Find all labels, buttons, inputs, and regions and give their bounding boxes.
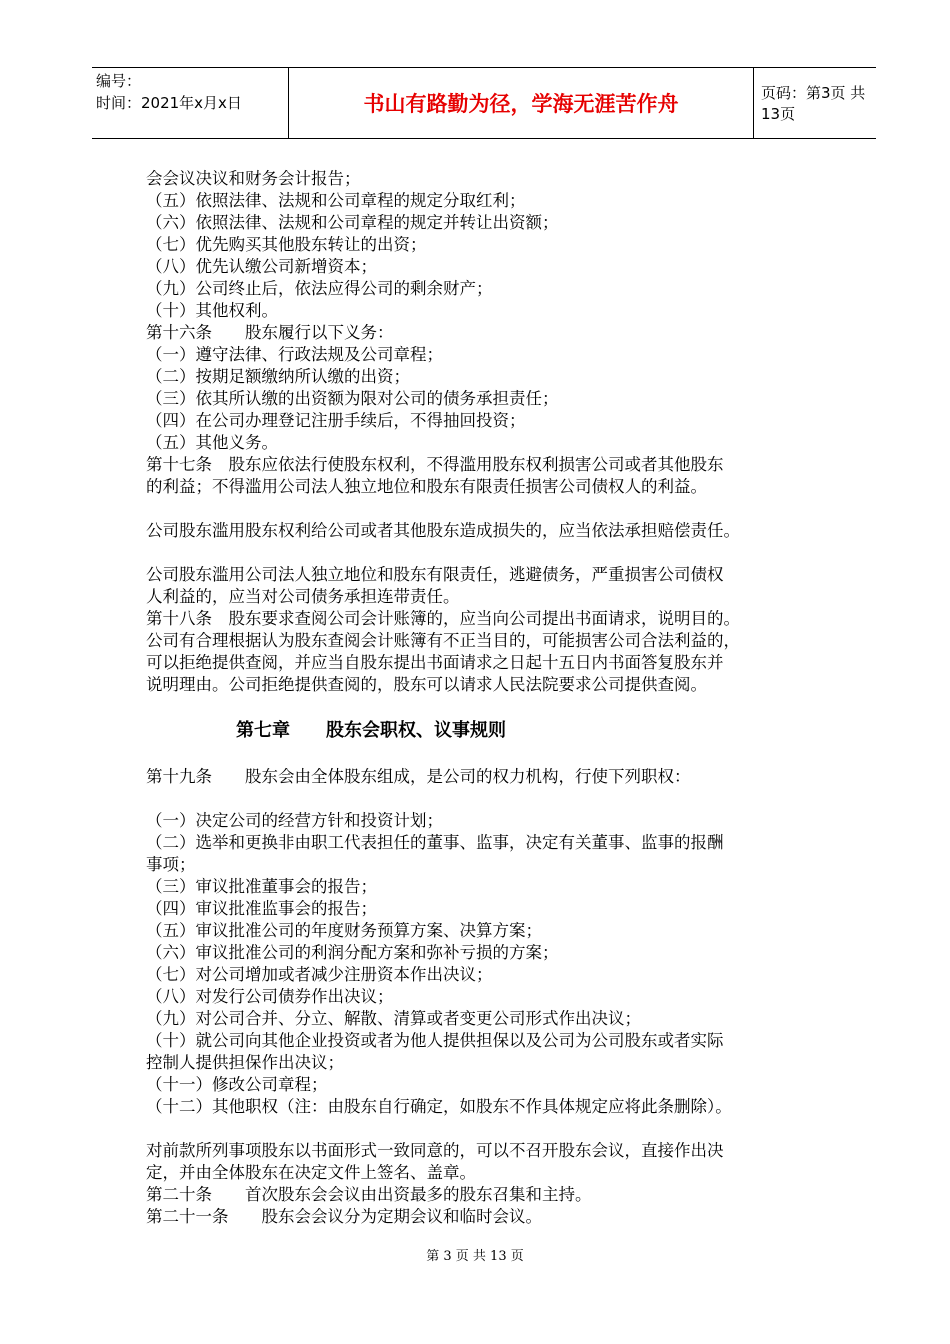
text-line: （八）优先认缴公司新增资本； <box>146 257 377 276</box>
page-footer: 第 3 页 共 13 页 <box>426 1249 524 1264</box>
article-heading: 第十六条 股东履行以下义务： <box>146 323 394 342</box>
text-line: （十）就公司向其他企业投资或者为他人提供担保以及公司为公司股东或者实际 <box>146 1031 724 1050</box>
text-line: （七）对公司增加或者减少注册资本作出决议； <box>146 965 493 984</box>
text-line: （六）审议批准公司的利润分配方案和弥补亏损的方案； <box>146 943 559 962</box>
text-line: 会会议决议和财务会计报告； <box>146 169 361 188</box>
text-line: （五）审议批准公司的年度财务预算方案、决算方案； <box>146 921 542 940</box>
header-motto: 书山有路勤为径，学海无涯苦作舟 <box>288 68 754 138</box>
text-line: （九）公司终止后，依法应得公司的剩余财产； <box>146 279 493 298</box>
text-line: （三）依其所认缴的出资额为限对公司的债务承担责任； <box>146 389 559 408</box>
text-line: 对前款所列事项股东以书面形式一致同意的，可以不召开股东会议，直接作出决 <box>146 1141 724 1160</box>
article-heading: 第十七条 股东应依法行使股东权利，不得滥用股东权利损害公司或者其他股东 <box>146 455 724 474</box>
text-line: 公司股东滥用公司法人独立地位和股东有限责任，逃避债务，严重损害公司债权 <box>146 565 724 584</box>
text-line: 说明理由。公司拒绝提供查阅的，股东可以请求人民法院要求公司提供查阅。 <box>146 675 707 694</box>
text-line: （二）按期足额缴纳所认缴的出资； <box>146 367 410 386</box>
chapter-heading: 第七章 股东会职权、议事规则 <box>236 720 506 741</box>
text-line: （六）依照法律、法规和公司章程的规定并转让出资额； <box>146 213 559 232</box>
text-line: 公司有合理根据认为股东查阅会计账簿有不正当目的，可能损害公司合法利益的， <box>146 631 740 650</box>
header-page-number: 页码：第3页 共13页 <box>761 84 866 123</box>
article-heading: 第十八条 股东要求查阅公司会计账簿的，应当向公司提出书面请求，说明目的。 <box>146 609 740 628</box>
text-line: （八）对发行公司债券作出决议； <box>146 987 394 1006</box>
text-line: （九）对公司合并、分立、解散、清算或者变更公司形式作出决议； <box>146 1009 641 1028</box>
page-header <box>92 67 876 139</box>
text-line: 事项； <box>146 855 196 874</box>
text-line: 公司股东滥用股东权利给公司或者其他股东造成损失的，应当依法承担赔偿责任。 <box>146 521 740 540</box>
header-meta <box>92 68 288 138</box>
text-line: 人利益的，应当对公司债务承担连带责任。 <box>146 587 460 606</box>
text-line: 控制人提供担保作出决议； <box>146 1053 344 1072</box>
text-line: 可以拒绝提供查阅，并应当自股东提出书面请求之日起十五日内书面答复股东并 <box>146 653 724 672</box>
text-line: （五）依照法律、法规和公司章程的规定分取红利； <box>146 191 526 210</box>
document-time-label: 时间：2021年x月x日 <box>96 94 242 112</box>
article-heading: 第十九条 股东会由全体股东组成，是公司的权力机构，行使下列职权： <box>146 767 691 786</box>
text-line: （四）在公司办理登记注册手续后，不得抽回投资； <box>146 411 526 430</box>
text-line: （四）审议批准监事会的报告； <box>146 899 377 918</box>
article-heading: 第二十一条 股东会会议分为定期会议和临时会议。 <box>146 1207 542 1226</box>
text-line: （五）其他义务。 <box>146 433 278 452</box>
text-line: （七）优先购买其他股东转让的出资； <box>146 235 427 254</box>
text-line: 定，并由全体股东在决定文件上签名、盖章。 <box>146 1163 476 1182</box>
text-line: （三）审议批准董事会的报告； <box>146 877 377 896</box>
text-line: （一）决定公司的经营方针和投资计划； <box>146 811 443 830</box>
document-body <box>146 168 822 1228</box>
text-line: （十二）其他职权（注：由股东自行确定，如股东不作具体规定应将此条删除）。 <box>146 1097 732 1116</box>
text-line: （二）选举和更换非由职工代表担任的董事、监事，决定有关董事、监事的报酬 <box>146 833 724 852</box>
document-number-label: 编号： <box>96 72 142 90</box>
text-line: 的利益；不得滥用公司法人独立地位和股东有限责任损害公司债权人的利益。 <box>146 477 707 496</box>
article-heading: 第二十条 首次股东会会议由出资最多的股东召集和主持。 <box>146 1185 592 1204</box>
text-line: （十一）修改公司章程； <box>146 1075 328 1094</box>
text-line: （十）其他权利。 <box>146 301 278 320</box>
text-line: （一）遵守法律、行政法规及公司章程； <box>146 345 443 364</box>
